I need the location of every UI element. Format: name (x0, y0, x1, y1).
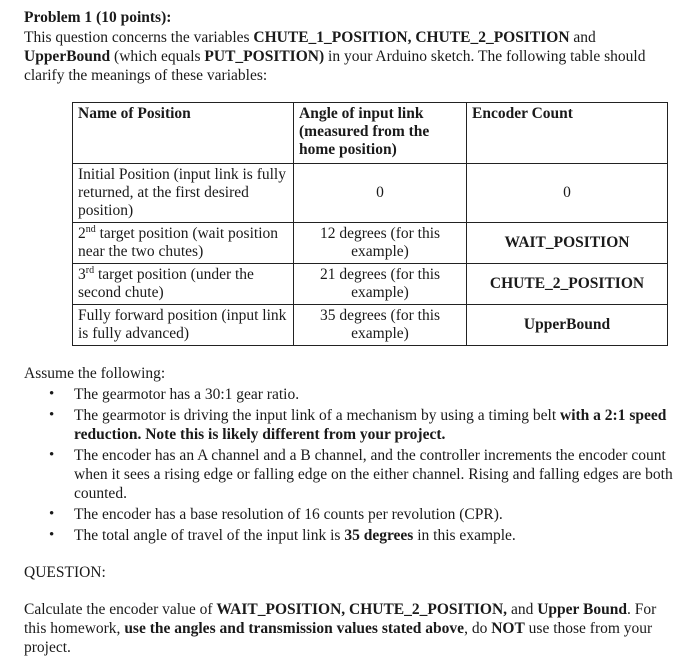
cell-name: 3rd target position (under the second chute) (73, 264, 294, 305)
table-row (73, 164, 668, 223)
header-name: Name of Position (73, 103, 294, 164)
cell-angle: 21 degrees (for this example) (294, 264, 467, 305)
cell-name: 2nd target position (wait position near the two chutes) (73, 223, 294, 264)
list-item: • The gearmotor has a 30:1 gear ratio. (74, 385, 684, 404)
list-item: • The gearmotor is driving the input link of a mechanism by using a timing belt with a 2:1 speed reduction. Note this is likely different from your project. (74, 406, 684, 444)
header-angle: Angle of input link (measured from the home position) (294, 103, 467, 164)
question-text: Calculate the encoder value of WAIT_POSITION, CHUTE_2_POSITION, and Upper Bound. For this homework, use the angles and transmission values stated above, do NOT use those from your project. (24, 601, 657, 656)
cell-angle: 0 (294, 164, 467, 223)
question-heading: QUESTION: (24, 564, 106, 581)
list-item: • The total angle of travel of the input link is 35 degrees in this example. (74, 526, 684, 545)
assumptions-section (24, 364, 684, 547)
assumptions-list (24, 385, 684, 545)
table-row (73, 264, 668, 305)
positions-table (72, 102, 668, 346)
header-count: Encoder Count (467, 103, 668, 164)
table-row (73, 305, 668, 346)
cell-count: WAIT_POSITION (467, 223, 668, 264)
cell-count: UpperBound (467, 305, 668, 346)
problem-title: Problem 1 (10 points): (24, 9, 172, 26)
cell-name: Fully forward position (input link is fully advanced) (73, 305, 294, 346)
assumptions-heading: Assume the following: (24, 365, 166, 382)
cell-count: 0 (467, 164, 668, 223)
table-header-row (73, 103, 668, 164)
problem-intro: This question concerns the variables CHUTE_1_POSITION, CHUTE_2_POSITION and UpperBound (which equals PUT_POSITION) in your Arduino sketch. The following table should clarify the meanings of these variables: (24, 29, 646, 84)
cell-angle: 35 degrees (for this example) (294, 305, 467, 346)
cell-count: CHUTE_2_POSITION (467, 264, 668, 305)
list-item: • The encoder has an A channel and a B channel, and the controller increments the encoder count when it sees a rising edge or falling edge on the either channel. Rising and falling edges are both counted. (74, 446, 684, 503)
list-item: • The encoder has a base resolution of 16 counts per revolution (CPR). (74, 505, 684, 524)
cell-angle: 12 degrees (for this example) (294, 223, 467, 264)
table-row (73, 223, 668, 264)
cell-name: Initial Position (input link is fully returned, at the first desired position) (73, 164, 294, 223)
